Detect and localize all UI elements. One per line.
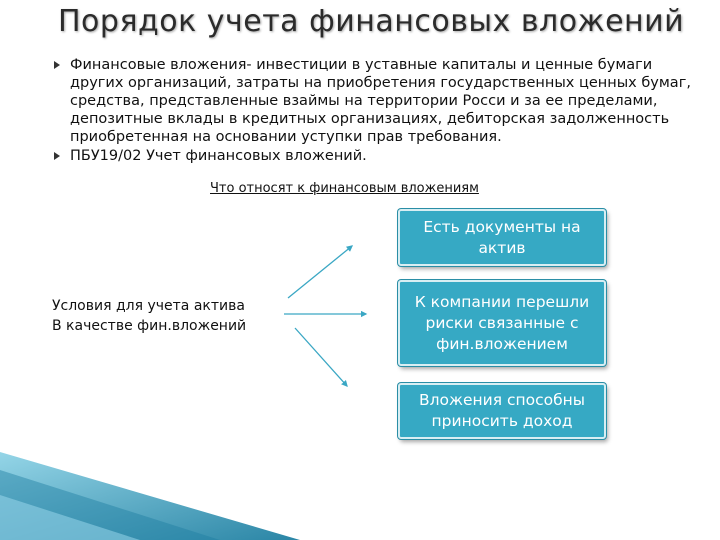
bullet-text: Финансовые вложения- инвестиции в уставные капиталы и ценные бумаги других организаций, затраты на приобретения государственных ценных бумаг, средства, представленные взаймы на территории Росси и за ее пределами, депозитные вклады в кредитных организациях, дебиторская задолженность приобретенная на основании уступки прав требования. xyxy=(70,57,691,145)
condition-line-1: Условия для учета актива xyxy=(52,298,245,314)
condition-box-risks: К компании перешли риски связанные с фин.вложением xyxy=(398,280,606,366)
condition-line-2: В качестве фин.вложений xyxy=(52,318,247,334)
slide-title: Порядок учета финансовых вложений xyxy=(58,4,685,39)
arrow-to-documents xyxy=(288,246,352,298)
subtitle-link[interactable]: Что относят к финансовым вложениям xyxy=(210,181,479,196)
corner-decoration xyxy=(0,440,300,540)
bullet-text: ПБУ19/02 Учет финансовых вложений. xyxy=(70,148,367,164)
arrow-to-income xyxy=(295,328,347,386)
condition-box-documents: Есть документы на актив xyxy=(398,209,606,266)
condition-box-income: Вложения способны приносить доход xyxy=(398,383,606,439)
